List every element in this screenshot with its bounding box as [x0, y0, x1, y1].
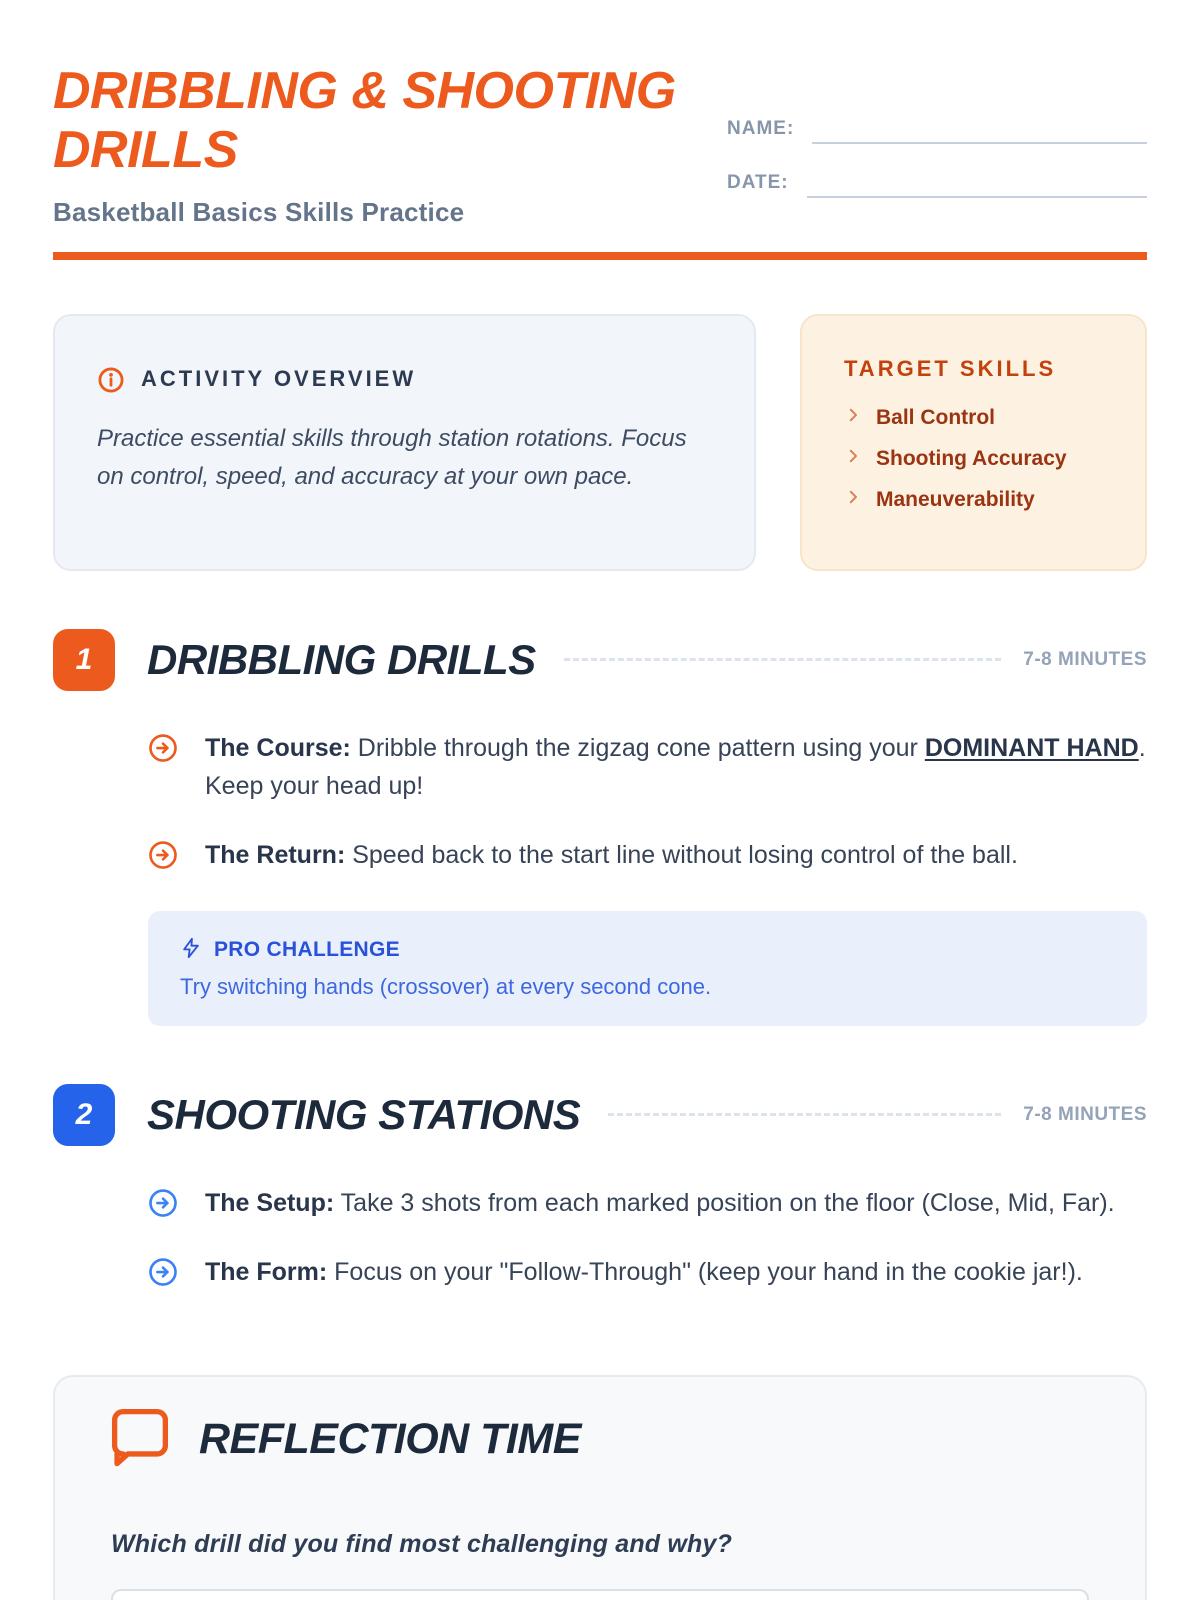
section-1-number-badge: 1 [53, 629, 115, 691]
pro-challenge-body: Try switching hands (crossover) at every second cone. [180, 973, 712, 999]
target-skills-card [800, 314, 1147, 571]
page-title-line2: DRILLS [53, 121, 238, 180]
step-lead: The Form: [205, 1257, 328, 1286]
reflection-panel [53, 1375, 1147, 1600]
drill-step [148, 1184, 1147, 1223]
activity-overview-body: Practice essential skills through station rotations. Focus on control, speed, and accuracy at your own pace. [97, 424, 687, 490]
target-skills-list [844, 406, 1103, 512]
arrow-circle-right-icon [148, 733, 178, 763]
info-grid [53, 314, 1147, 571]
header [53, 62, 1147, 228]
chevron-right-icon [844, 447, 862, 470]
chevron-right-icon [844, 488, 862, 511]
step-text: Take 3 shots from each marked position on the floor (Close, Mid, Far). [334, 1188, 1115, 1217]
name-label: NAME: [727, 118, 795, 139]
lightning-bolt-icon [180, 937, 202, 964]
dashed-divider [608, 1113, 1001, 1116]
info-icon [97, 366, 127, 396]
orange-divider-rule [53, 252, 1147, 260]
skill-item [844, 447, 1103, 471]
drill-step [148, 1253, 1147, 1292]
step-lead: The Course: [205, 733, 351, 762]
activity-overview-header [97, 362, 712, 396]
section-2-steps [148, 1184, 1147, 1292]
step-lead: The Setup: [205, 1188, 335, 1217]
reflection-answer-input[interactable] [111, 1589, 1089, 1600]
page-title-line1: DRIBBLING & SHOOTING [53, 62, 676, 120]
drill-step [148, 729, 1147, 807]
section-1-title: DRIBBLING DRILLS [147, 635, 536, 683]
drill-step [148, 836, 1147, 875]
skill-label: Maneuverability [876, 487, 1035, 511]
step-emphasis: DOMINANT HAND [924, 733, 1139, 762]
activity-overview-card [53, 314, 756, 571]
reflection-header [111, 1405, 1089, 1474]
chevron-right-icon [844, 406, 862, 429]
step-text-block [205, 1253, 1083, 1292]
step-text: Focus on your "Follow-Through" (keep your hand in the cookie jar!). [327, 1257, 1083, 1286]
reflection-title: REFLECTION TIME [199, 1415, 581, 1464]
date-label: DATE: [727, 172, 789, 193]
section-1-header [53, 629, 1147, 691]
section-shooting-stations [53, 1084, 1147, 1292]
step-text: Dribble through the zigzag cone pattern using your [350, 733, 925, 762]
dashed-divider [564, 658, 1002, 661]
step-text: Speed back to the start line without losing control of the ball. [345, 841, 1018, 870]
step-lead: The Return: [205, 841, 346, 870]
section-2-number-badge: 2 [53, 1084, 115, 1146]
page-subtitle: Basketball Basics Skills Practice [53, 196, 465, 227]
name-field [727, 118, 1147, 144]
title-block [53, 62, 676, 228]
step-text-after: . Keep your head up! [205, 733, 1146, 801]
step-text-block [205, 836, 1018, 875]
date-field [727, 172, 1147, 198]
skill-item [844, 406, 1103, 430]
section-2-duration: 7-8 MINUTES [1023, 1103, 1147, 1125]
section-1-steps [148, 729, 1147, 875]
activity-overview-title: ACTIVITY OVERVIEW [141, 365, 417, 391]
skill-label: Ball Control [876, 405, 995, 429]
speech-bubble-icon [111, 1405, 169, 1474]
skill-item [844, 488, 1103, 512]
skill-label: Shooting Accuracy [876, 446, 1067, 470]
page-title [53, 62, 676, 181]
name-date-fields [727, 118, 1147, 226]
arrow-circle-right-icon [148, 840, 178, 870]
step-text-block [205, 1184, 1115, 1223]
reflection-question: Which drill did you find most challenging and why? [111, 1530, 733, 1559]
target-skills-title: TARGET SKILLS [844, 355, 1057, 381]
arrow-circle-right-icon [148, 1188, 178, 1218]
pro-challenge-callout [148, 911, 1147, 1026]
arrow-circle-right-icon [148, 1257, 178, 1287]
section-dribbling-drills [53, 629, 1147, 1026]
pro-challenge-header [180, 937, 1115, 964]
section-2-header [53, 1084, 1147, 1146]
section-1-duration: 7-8 MINUTES [1023, 648, 1147, 670]
name-write-line[interactable] [812, 118, 1147, 144]
step-text-block [205, 729, 1147, 807]
date-write-line[interactable] [807, 172, 1147, 198]
section-2-title: SHOOTING STATIONS [147, 1090, 581, 1138]
pro-challenge-title: PRO CHALLENGE [214, 938, 400, 962]
